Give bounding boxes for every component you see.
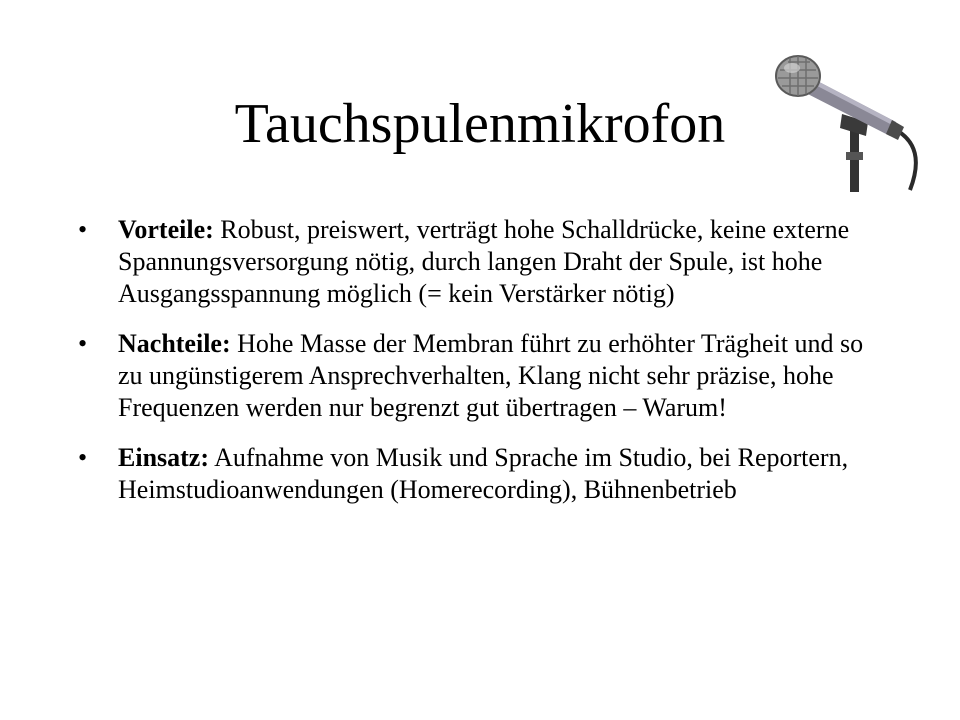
bullet-label: Vorteile: <box>118 215 214 244</box>
bullet-list <box>78 214 868 524</box>
microphone-on-stand-icon <box>770 44 940 194</box>
bullet-glyph: • <box>78 329 88 358</box>
bullet-vorteile <box>78 214 868 310</box>
bullet-label: Einsatz: <box>118 443 209 472</box>
bullet-text: Hohe Masse der Membran führt zu erhöhter Trägheit und so zu ungünstigerem Ansprechverhalten, Klang nicht sehr präzise, hohe Frequenzen werden nur begrenzt gut übertragen – Warum! <box>118 329 864 422</box>
bullet-einsatz <box>78 442 868 506</box>
bullet-text: Aufnahme von Musik und Sprache im Studio, bei Reportern, Heimstudioanwendungen (Homerecording), Bühnenbetrieb <box>118 443 849 504</box>
bullet-nachteile <box>78 328 868 424</box>
bullet-glyph: • <box>78 443 88 472</box>
bullet-text: Robust, preiswert, verträgt hohe Schalldrücke, keine externe Spannungsversorgung nötig, durch langen Draht der Spule, ist hohe Ausgangsspannung möglich (= kein Verstärker nötig) <box>118 215 850 308</box>
slide-title: Tauchspulenmikrofon <box>234 93 726 155</box>
bullet-glyph: • <box>78 215 88 244</box>
bullet-label: Nachteile: <box>118 329 231 358</box>
